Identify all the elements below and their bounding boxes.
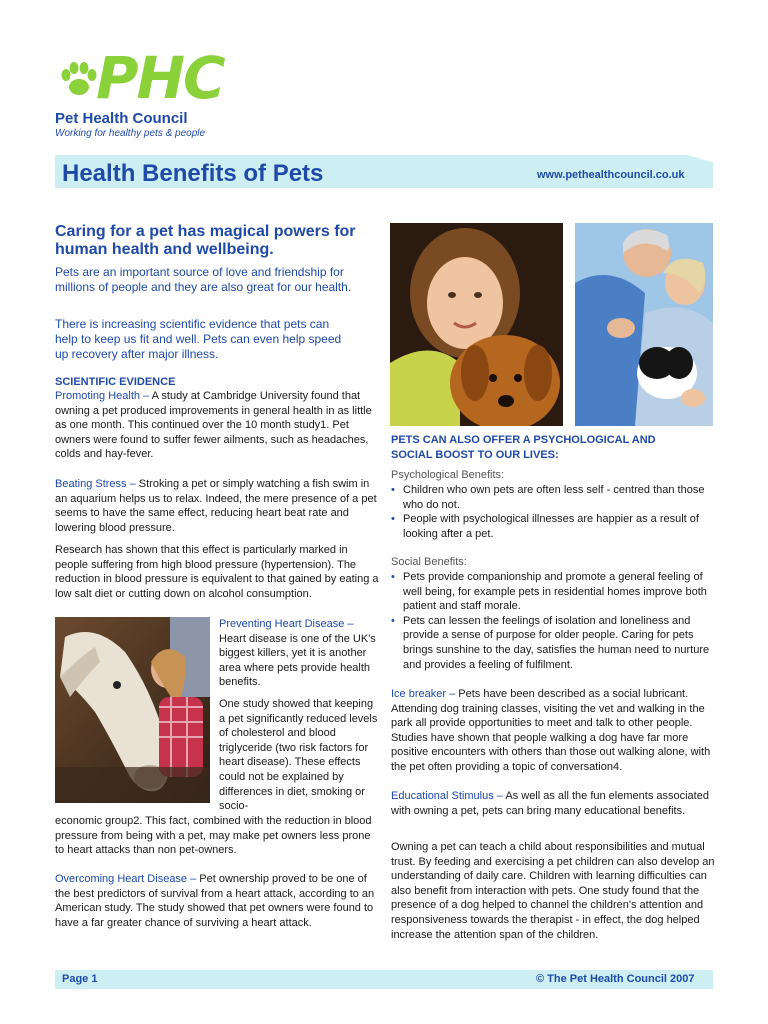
beating-stress-paragraph [55,477,380,535]
promoting-health-paragraph [55,389,380,462]
promoting-health-text: A study at Cambridge University found that owning a pet produced improvements in general health in as little as one month. This continued over the 10 month study1. Pet owners were found to suffer fewer ailments, such as headaches, colds and hay-fever. [55,390,372,461]
couple-with-dog-photo [575,223,713,426]
psychological-benefits-list [391,483,711,541]
logo-name: Pet Health Council [55,110,188,127]
beating-stress-label: Beating Stress – [55,478,136,490]
woman-with-horse-photo [55,617,210,803]
logo-tagline: Working for healthy pets & people [55,128,206,139]
list-item: • People with psychological illnesses are happier as a result of looking after a pet. [391,512,711,541]
educational-stimulus-label: Educational Stimulus – [391,790,503,802]
preventing-heart-disease-text: Heart disease is one of the UK's biggest killers, yet it is another area where pets provide health benefits. [219,632,376,689]
copyright: © The Pet Health Council 2007 [536,973,695,985]
list-item: • Pets can lessen the feelings of isolation and loneliness and provide a sense of purpose for older people. Caring for pets brings sunshine to the day, satisfies the human need to nurture and provides a feeling of fulfilment. [391,614,711,672]
list-item: • Pets provide companionship and promote a general feeling of well being, for example pets in residential homes improve both patient and staff morale. [391,570,711,614]
preventing-heart-disease-paragraph [219,617,379,690]
overcoming-heart-disease-label: Overcoming Heart Disease – [55,873,197,885]
ice-breaker-paragraph [391,687,718,775]
girl-with-puppy-photo [390,223,563,426]
owning-pet-paragraph: Owning a pet can teach a child about responsibilities and mutual trust. By feeding and exercising a pet children can also develop an understanding of daily care. Children with learning difficulties can also benefit from interaction with pets. One study found that the presence of a dog helped to channel the children's attention and responsiveness towards the therapist - in effect, the dog helped increase the attention span of the children. [391,841,715,941]
psychological-social-heading: PETS CAN ALSO OFFER A PSYCHOLOGICAL AND SOCIAL BOOST TO OUR LIVES: [391,434,656,461]
logo-letters: PHC [96,44,224,112]
social-benefits-label: Social Benefits: [391,556,467,568]
overcoming-heart-disease-paragraph [55,872,380,930]
page-number: Page 1 [62,973,98,985]
ice-breaker-text: Pets have been described as a social lubricant. Attending dog training classes, visiting the vet and walking in the park all provide opportunities to meet and talk to other people. Studies have shown that people walking a dog have far more positive encounters with others than those out walking alone, with the pet often providing a topic of conversation4. [391,688,711,773]
promoting-health-label: Promoting Health – [55,390,150,402]
preventing-heart-disease-label: Preventing Heart Disease – [219,618,354,630]
website-link[interactable]: www.pethealthcouncil.co.uk [537,169,685,181]
research-paragraph: Research has shown that this effect is particularly marked in people suffering from high blood pressure (hypertension). The reduction in blood pressure is equivalent to that gained by eating a low salt diet or cutting down on alcohol consumption. [55,544,379,600]
intro-paragraph-1: Pets are an important source of love and friendship for millions of people and they are also great for our health. [55,265,352,294]
educational-stimulus-text: As well as all the fun elements associated with owning a pet, pets can bring many educational benefits. [391,790,709,817]
page-title: Health Benefits of Pets [62,160,324,187]
beating-stress-text: Stroking a pet or simply watching a fish swim in an aquarium helps us to relax. Indeed, the mere presence of a pet seems to have the same effect, reducing heart beat rate and lowering blood pressure. [55,478,377,534]
educational-stimulus-paragraph [391,789,711,818]
cholesterol-study-paragraph: One study showed that keeping a pet significantly reduced levels of cholesterol and blood triglyceride (two risk factors for heart disease). These effects could not be explained by differences in diet, smoking or socio- [219,698,378,813]
overcoming-heart-disease-text: Pet ownership proved to be one of the best predictors of survival from a heart attack, according to an American study. The study showed that pet owners were found to have a far greater chance of surviving a heart attack. [55,873,375,929]
ice-breaker-label: Ice breaker – [391,688,456,700]
intro-paragraph-2: There is increasing scientific evidence that pets can help to keep us fit and well. Pets can even help speed up recovery after major illness. [55,317,342,361]
paw-icon [58,60,100,105]
lead-title: Caring for a pet has magical powers for human health and wellbeing. [55,223,356,258]
scientific-evidence-heading: SCIENTIFIC EVIDENCE [55,376,176,388]
list-item: • Children who own pets are often less self - centred than those who do not. [391,483,711,512]
cholesterol-study-continued: economic group2. This fact, combined with the reduction in blood pressure from being with a pet, may make pet owners less prone to heart attacks than non pet-owners. [55,815,372,857]
social-benefits-list [391,570,711,672]
psychological-benefits-label: Psychological Benefits: [391,469,505,481]
